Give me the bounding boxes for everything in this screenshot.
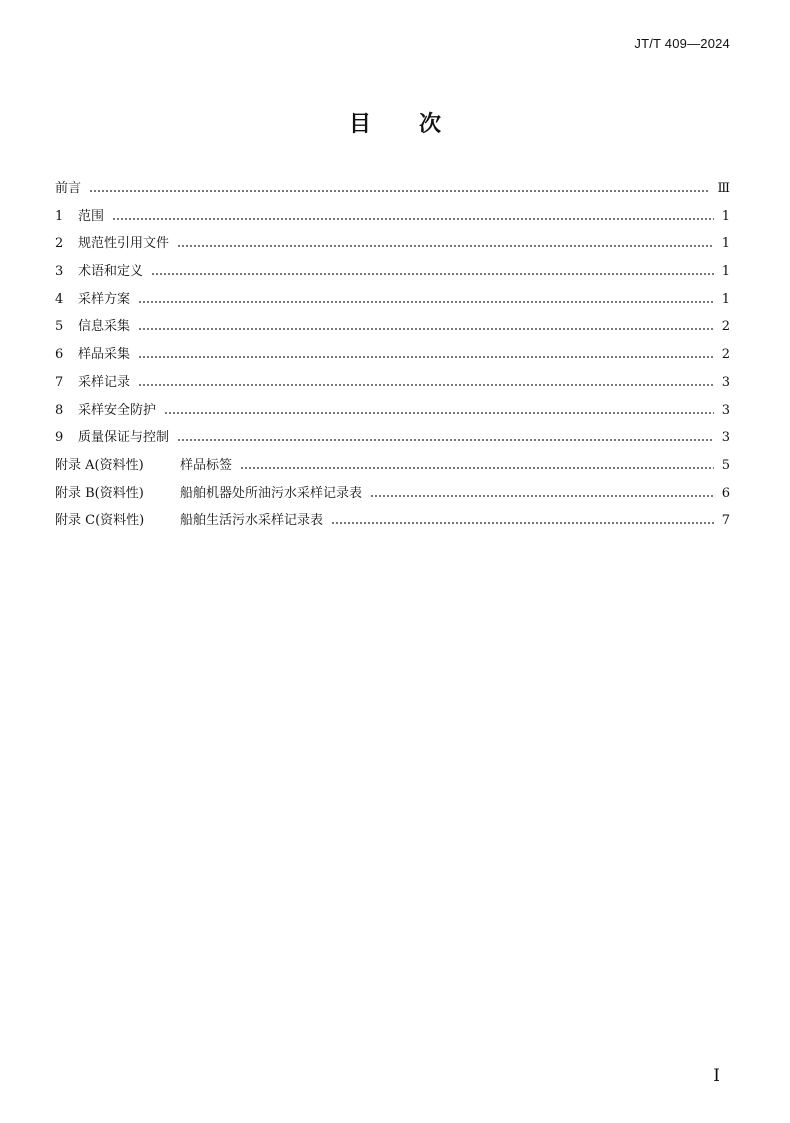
toc-entry-page: Ⅲ <box>717 181 730 196</box>
toc-entry-label: 范围 <box>78 208 105 224</box>
toc-entry-label: 信息采集 <box>78 319 131 335</box>
toc-entry-page: 1 <box>721 208 730 224</box>
toc-entry-number: 1 <box>55 208 64 224</box>
dot-leader <box>151 273 714 275</box>
toc-entry-label: 质量保证与控制 <box>78 430 170 446</box>
toc-entry-page: 2 <box>721 347 730 363</box>
page-title: 目次 <box>348 112 489 137</box>
toc-entry-appendix-a <box>55 452 730 480</box>
toc-entry-number: 4 <box>55 291 64 307</box>
dot-leader <box>177 439 714 441</box>
toc-entry-number: 8 <box>55 402 64 418</box>
toc-entry-number: 2 <box>55 236 64 252</box>
toc-entry-9 <box>55 424 730 452</box>
toc-appendix-label: 附录 A(资料性) <box>55 457 144 473</box>
toc-entry-5 <box>55 313 730 341</box>
toc-entry-number: 6 <box>55 347 64 363</box>
dot-leader <box>240 467 714 469</box>
dot-leader <box>331 522 714 524</box>
toc-entry-label: 采样安全防护 <box>78 402 157 418</box>
toc-entry-2 <box>55 230 730 258</box>
table-of-contents <box>55 175 730 535</box>
toc-entry-8 <box>55 397 730 425</box>
toc-entry-label: 样品标签 <box>180 457 233 473</box>
toc-entry-label: 术语和定义 <box>78 264 144 280</box>
toc-entry-page: 5 <box>721 457 730 473</box>
toc-entry-number: 5 <box>55 319 64 335</box>
toc-entry-label: 采样方案 <box>78 291 131 307</box>
toc-entry-number: 3 <box>55 264 64 280</box>
toc-entry-page: 2 <box>721 319 730 335</box>
toc-entry-label: 船舶机器处所油污水采样记录表 <box>180 485 363 501</box>
toc-entry-page: 3 <box>721 430 730 446</box>
toc-entry-number: 7 <box>55 374 64 390</box>
dot-leader <box>138 301 714 303</box>
toc-entry-6 <box>55 341 730 369</box>
dot-leader <box>138 384 714 386</box>
toc-entry-label: 采样记录 <box>78 374 131 390</box>
toc-entry-page: 1 <box>721 291 730 307</box>
toc-entry-3 <box>55 258 730 286</box>
toc-entry-appendix-c <box>55 507 730 535</box>
toc-entry-1 <box>55 203 730 231</box>
dot-leader <box>138 356 714 358</box>
toc-entry-label: 船舶生活污水采样记录表 <box>180 513 324 529</box>
toc-entry-page: 6 <box>721 485 730 501</box>
toc-entry-label: 样品采集 <box>78 347 131 363</box>
dot-leader <box>112 218 714 220</box>
toc-entry-appendix-b <box>55 480 730 508</box>
toc-entry-label: 规范性引用文件 <box>78 236 170 252</box>
toc-entry-page: 1 <box>721 236 730 252</box>
toc-appendix-label: 附录 C(资料性) <box>55 513 145 529</box>
dot-leader <box>138 328 714 330</box>
toc-entry-4 <box>55 286 730 314</box>
toc-entry-foreword <box>55 175 730 203</box>
page-number: I <box>713 1066 720 1086</box>
toc-entry-page: 3 <box>721 402 730 418</box>
dot-leader <box>370 495 714 497</box>
toc-appendix-label: 附录 B(资料性) <box>55 485 144 501</box>
toc-entry-7 <box>55 369 730 397</box>
toc-entry-page: 1 <box>721 264 730 280</box>
dot-leader <box>89 190 709 192</box>
dot-leader <box>164 412 714 414</box>
dot-leader <box>177 245 714 247</box>
toc-entry-label: 前言 <box>55 181 82 196</box>
toc-entry-number: 9 <box>55 430 64 446</box>
toc-entry-page: 7 <box>721 513 730 529</box>
toc-entry-page: 3 <box>721 374 730 390</box>
standard-code: JT/T 409—2024 <box>634 36 730 51</box>
